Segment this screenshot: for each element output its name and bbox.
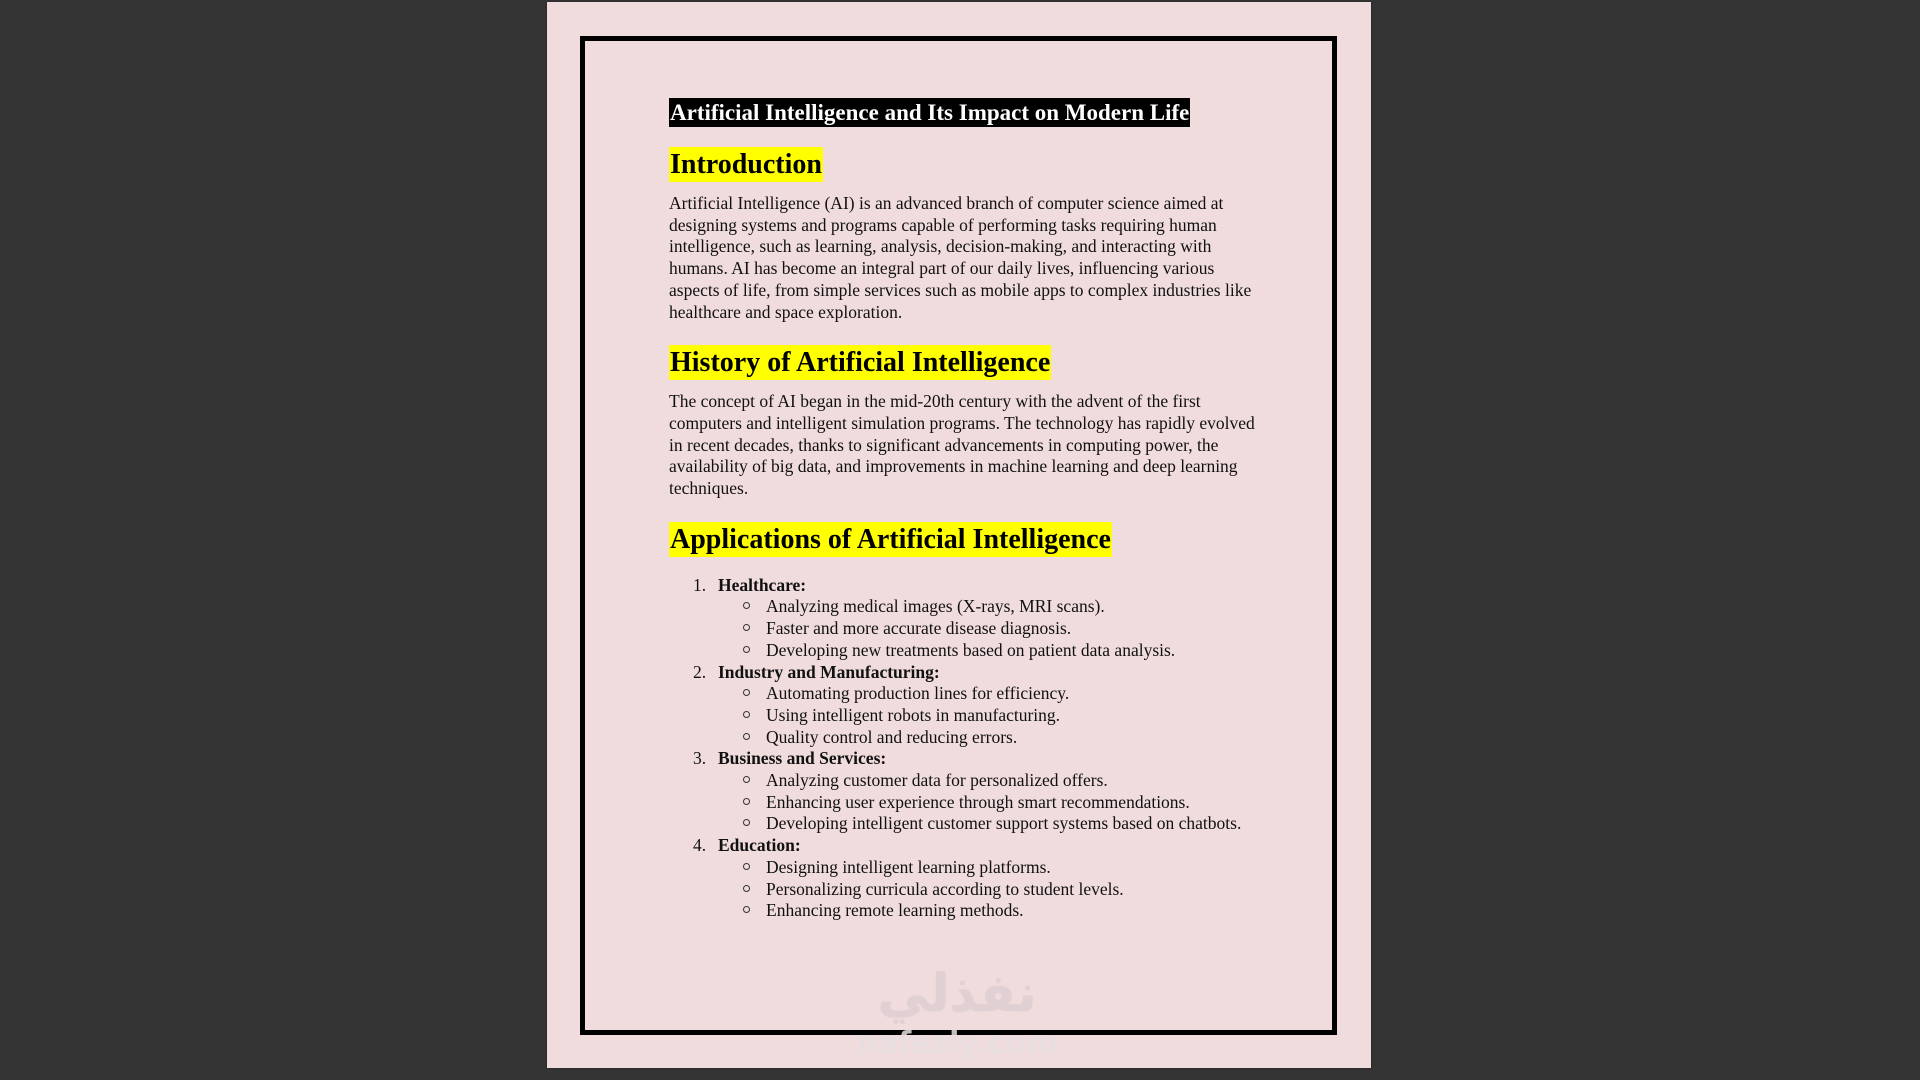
sub-list-item — [718, 618, 1258, 640]
circle-bullet-icon — [743, 798, 750, 805]
sub-list-item — [718, 727, 1258, 749]
introduction-section — [669, 147, 1269, 323]
watermark-latin-text: nafezly.com — [856, 1026, 1058, 1061]
introduction-paragraph: Artificial Intelligence (AI) is an advanced branch of computer science aimed at designing systems and programs capable of performing tasks requiring human intelligence, such as learning, analysis, decision-making, and interacting with humans. AI has become an integral part of our daily lives, influencing various aspects of life, from simple services such as mobile apps to complex industries like healthcare and space exploration. — [669, 193, 1252, 322]
sub-list-item — [718, 770, 1258, 792]
sub-item-text: Personalizing curricula according to student levels. — [766, 878, 1124, 899]
introduction-heading: Introduction — [670, 149, 822, 180]
sub-item-text: Analyzing customer data for personalized offers. — [766, 770, 1108, 791]
sub-list-item — [718, 857, 1258, 879]
circle-bullet-icon — [743, 906, 750, 913]
circle-bullet-icon — [743, 646, 750, 653]
sub-item-text: Quality control and reducing errors. — [766, 726, 1018, 747]
list-item-healthcare — [669, 575, 1269, 662]
circle-bullet-icon — [743, 819, 750, 826]
list-number: 3. — [693, 748, 707, 769]
sub-item-text: Using intelligent robots in manufacturing. — [766, 704, 1061, 725]
sub-list-item — [718, 705, 1258, 727]
sub-list-item — [718, 792, 1258, 814]
document-page — [547, 2, 1371, 1068]
sub-list-item — [718, 640, 1258, 662]
list-item-education — [669, 835, 1269, 922]
watermark-arabic-text: نفذلي — [877, 964, 1037, 1024]
circle-bullet-icon — [743, 624, 750, 631]
sub-item-text: Enhancing remote learning methods. — [766, 900, 1024, 921]
list-item-title: Healthcare: — [718, 574, 807, 595]
applications-heading: Applications of Artificial Intelligence — [670, 523, 1111, 555]
list-item-title: Education: — [718, 835, 801, 856]
document-title: Artificial Intelligence and Its Impact on Modern Life — [670, 100, 1190, 125]
sub-item-text: Analyzing medical images (X-rays, MRI scans). — [766, 596, 1105, 617]
sub-list-item — [718, 813, 1258, 835]
circle-bullet-icon — [743, 863, 750, 870]
title-row — [669, 98, 1269, 127]
history-heading: History of Artificial Intelligence — [670, 347, 1051, 379]
sub-list-item — [718, 900, 1258, 922]
sub-list — [718, 683, 1269, 748]
sub-item-text: Faster and more accurate disease diagnosis. — [766, 618, 1072, 639]
applications-section — [669, 522, 1269, 922]
circle-bullet-icon — [743, 885, 750, 892]
history-paragraph: The concept of AI began in the mid-20th century with the advent of the first computers and intelligent simulation programs. The technology has rapidly evolved in recent decades, thanks to significant advancements in computing power, the availability of big data, and improvements in machine learning and deep learning techniques. — [669, 391, 1255, 499]
sub-list-item — [718, 596, 1258, 618]
sub-list-item — [718, 879, 1258, 901]
history-section — [669, 345, 1269, 500]
list-item-business — [669, 748, 1269, 835]
page-content — [669, 98, 1269, 922]
sub-list-item — [718, 683, 1258, 705]
sub-item-text: Automating production lines for efficiency. — [766, 683, 1070, 704]
sub-list — [718, 596, 1269, 661]
list-number: 2. — [693, 661, 707, 682]
sub-item-text: Designing intelligent learning platforms. — [766, 856, 1051, 877]
list-item-industry — [669, 662, 1269, 749]
sub-list — [718, 857, 1269, 922]
applications-list — [669, 575, 1269, 922]
circle-bullet-icon — [743, 776, 750, 783]
sub-item-text: Developing intelligent customer support systems based on chatbots. — [766, 813, 1242, 834]
list-item-title: Business and Services: — [718, 748, 887, 769]
circle-bullet-icon — [743, 602, 750, 609]
circle-bullet-icon — [743, 711, 750, 718]
list-number: 4. — [693, 835, 707, 856]
list-number: 1. — [693, 574, 707, 595]
list-item-title: Industry and Manufacturing: — [718, 661, 940, 682]
circle-bullet-icon — [743, 733, 750, 740]
circle-bullet-icon — [743, 689, 750, 696]
sub-list — [718, 770, 1269, 835]
sub-item-text: Developing new treatments based on patient data analysis. — [766, 639, 1176, 660]
sub-item-text: Enhancing user experience through smart recommendations. — [766, 791, 1190, 812]
